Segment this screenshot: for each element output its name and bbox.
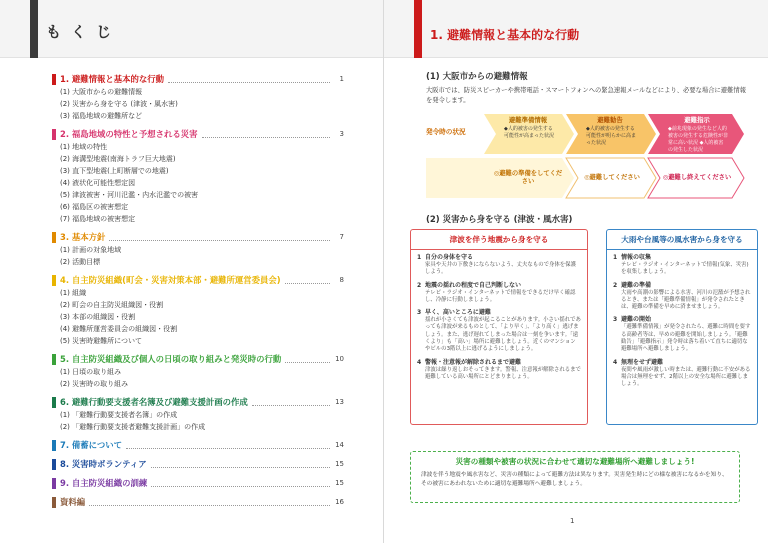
stage-1-body: ◆人的被害の発生する可能性が高まった状況 (504, 126, 555, 139)
tsunami-step (417, 282, 581, 305)
toc-subitem: (1) 日頃の取り組み (60, 368, 122, 376)
step-heading: 早く、高いところに避難 (425, 309, 491, 317)
toc-leader-dots (151, 461, 330, 468)
toc-section (52, 476, 344, 490)
toc-section-row[interactable] (52, 127, 344, 141)
toc-subitem: (2) 「避難行動要支援者避難支援計画」の作成 (60, 423, 206, 431)
flood-step (613, 254, 751, 277)
toc-section-title: 3. 基本方針 (60, 232, 106, 242)
toc-section-marker (52, 232, 56, 243)
toc-section (52, 352, 344, 390)
toc-section-row[interactable] (52, 495, 344, 509)
toc-page-number: 14 (335, 441, 344, 449)
step-content (621, 254, 751, 277)
toc-section (52, 273, 344, 347)
step-body: テレビ・ラジオ・インターネットで情報をできるだけ早く確認し、冷静に行動しましょう。 (425, 289, 576, 303)
step-heading: 情報の収集 (621, 254, 652, 261)
stage-1-action: ◎避難の準備をしてください (493, 170, 563, 185)
stage-3-body: ◆前兆現象の発生など人的被害の発生する危険性が非常に高い状況 ◆人的被害の発生した状況 (668, 126, 729, 153)
flood-box-title: 大雨や台風等の風水害から身を守る (607, 230, 757, 250)
toc-leader-dots (168, 76, 330, 83)
toc-leader-dots (285, 356, 330, 363)
toc-section-marker (52, 397, 56, 408)
toc-section-title: 4. 自主防災組織(町会・災害対策本部・避難所運営委員会) (60, 275, 281, 285)
toc-section (52, 230, 344, 268)
advice-box (410, 451, 740, 503)
heading-evacuation-info: (1) 大阪市からの避難情報 (426, 72, 528, 82)
toc-section-title: 6. 避難行動要支援者名簿及び避難支援計画の作成 (60, 397, 248, 407)
toc-subitem: (4) 避難所運営委員会の組織図・役割 (60, 325, 178, 333)
toc-section-row[interactable] (52, 352, 344, 366)
toc-section-title: 5. 自主防災組織及び個人の日頃の取り組みと発災時の行動 (60, 354, 282, 364)
stage-3-action: ◎避難し終えてください (662, 174, 732, 181)
toc-page-number: 3 (339, 130, 344, 138)
step-body: 家具や天井の下敷きにならないよう、丈夫なもので身体を保護しよう。 (425, 262, 576, 276)
toc-page-number: 8 (339, 276, 344, 284)
step-number: 4 (613, 358, 618, 366)
toc-section-row[interactable] (52, 457, 344, 471)
header-bar (30, 0, 38, 58)
step-number: 4 (417, 358, 422, 366)
toc-section-title: 9. 自主防災組織の訓練 (60, 478, 148, 488)
stage-2-head: 避難勧告 (597, 116, 623, 124)
flood-step (613, 282, 751, 312)
toc-leader-dots (89, 499, 330, 506)
toc-section-row[interactable] (52, 273, 344, 287)
step-content (425, 254, 581, 277)
toc-subitem: (4) 液状化可能性想定図 (60, 179, 136, 187)
flood-box (606, 229, 758, 425)
toc-section-marker (52, 74, 56, 85)
toc-section-title: 1. 避難情報と基本的な行動 (60, 74, 165, 84)
toc-subitem: (5) 津波被害・河川氾濫・内水氾濫での被害 (60, 191, 199, 199)
toc-page-number: 15 (335, 479, 344, 487)
toc-subitem: (3) 福島地域の避難所など (60, 112, 143, 120)
stage-2-body: ◆人的被害の発生する可能性が明らかに高まった状況 (586, 126, 637, 146)
flood-step (613, 316, 751, 353)
tsunami-box-title: 津波を伴う地震から身を守る (411, 230, 587, 250)
tsunami-step (417, 359, 581, 382)
step-body: 津波は繰り返しおそってきます。警報、注意報が解除されるまで避難している高い場所にとどまりましょう。 (425, 366, 581, 380)
toc-subitem: (1) 「避難行動要支援者名簿」の作成 (60, 411, 178, 419)
toc-section-row[interactable] (52, 72, 344, 86)
step-heading: 警報・注意報が解除されるまで避難 (425, 358, 522, 366)
tsunami-step (417, 309, 581, 353)
toc-subitem: (5) 災害時避難所について (60, 337, 143, 345)
toc-section (52, 127, 344, 225)
toc-subitem: (2) 活動目標 (60, 258, 101, 266)
toc-subitem: (2) 海溝型地震(南海トラフ巨大地震) (60, 155, 176, 163)
content-title: 1. 避難情報と基本的な行動 (430, 28, 580, 42)
step-number: 3 (613, 316, 618, 324)
step-content (425, 359, 581, 382)
heading-protect-yourself: (2) 災害から身を守る (津波・風水害) (426, 215, 573, 225)
stage-2-action: ◎避難してください (584, 174, 640, 181)
toc-section-title: 7. 備蓄について (60, 440, 123, 450)
step-number: 2 (417, 281, 422, 289)
toc-leader-dots (202, 131, 330, 138)
toc-section-title: 資料編 (60, 497, 86, 507)
toc-leader-dots (252, 399, 330, 406)
evacuation-flow (426, 112, 748, 202)
toc-section-marker (52, 129, 56, 140)
toc-subitem: (1) 計画の対象地域 (60, 246, 122, 254)
toc-title: もくじ (46, 23, 122, 41)
toc-section-row[interactable] (52, 395, 344, 409)
toc-subitem: (3) 直下型地震(上町断層での地震) (60, 167, 169, 175)
step-number: 2 (613, 281, 618, 289)
step-heading: 避難の開始 (621, 316, 652, 324)
step-content (425, 282, 581, 305)
toc-subitem: (2) 災害時の取り組み (60, 380, 129, 388)
toc-section-row[interactable] (52, 230, 344, 244)
header-mark (414, 0, 422, 58)
step-content (621, 359, 751, 389)
toc-section-row[interactable] (52, 476, 344, 490)
step-heading: 自分の身体を守る (425, 254, 474, 261)
toc-page-number: 1 (339, 75, 344, 83)
toc-section (52, 72, 344, 122)
step-heading: 地震の揺れの程度で自己判断しない (425, 281, 522, 289)
toc-section (52, 457, 344, 471)
toc-section-marker (52, 354, 56, 365)
advice-body: 津波を伴う地震や風水害など、災害の種類によって避難方法は異なります。災害発生時にどの様な被害になるかを知り、その被害にあわれないために適切な避難場所へ避難しましょう。 (421, 472, 728, 487)
step-content (621, 316, 751, 353)
toc-page-number: 15 (335, 460, 344, 468)
toc-subitem: (6) 福島区の被害想定 (60, 203, 129, 211)
step-number: 3 (417, 309, 422, 317)
toc-section-row[interactable] (52, 438, 344, 452)
step-content (425, 309, 581, 353)
toc-subitem: (1) 地域の特性 (60, 143, 108, 151)
toc-section (52, 438, 344, 452)
toc-subitem: (1) 大阪市からの避難情報 (60, 88, 143, 96)
evacuation-info-paragraph: 大阪市では、防災スピーカーや携帯電話・スマートフォンへの緊急速報メールなどにより、必要な場合に避難情報を発令します。 (426, 87, 747, 104)
step-body: 夜間や風雨が激しい時または、避難行動に不安がある場合は無理をせず、2階以上の安全な場所に避難しましょう。 (621, 366, 751, 388)
step-body: 揺れが小さくても津波が起こることがあります。小さい揺れであっても津波が来るものとして、「より早く」、「より高く」逃げましょう。また、逃げ遅れてしまった場合は一刻を争います。「遠くより」も「高い」場所に避難しましょう。近くのマンションやビルの3階以上に逃げるようにしましょう。 (425, 317, 581, 353)
toc-subitem: (1) 組織 (60, 289, 87, 297)
toc-section (52, 495, 344, 509)
toc-section-marker (52, 497, 56, 508)
toc-leader-dots (285, 277, 330, 284)
tsunami-box (410, 229, 588, 425)
toc-subitem: (2) 災害から身を守る (津波・風水害) (60, 100, 178, 108)
toc-leader-dots (109, 234, 330, 241)
toc-section-marker (52, 440, 56, 451)
toc-leader-dots (151, 480, 330, 487)
tsunami-steps (411, 250, 587, 381)
stage-1 (488, 112, 568, 152)
content-header (384, 0, 768, 58)
toc-subitem: (7) 福島地域の被害想定 (60, 215, 136, 223)
toc-section-marker (52, 275, 56, 286)
toc-subitem: (2) 町会の自主防災組織図・役割 (60, 301, 164, 309)
toc-header (0, 0, 383, 58)
stage-3 (652, 112, 742, 152)
step-number: 1 (613, 254, 618, 261)
toc-page-number: 7 (339, 233, 344, 241)
toc-section (52, 395, 344, 433)
step-body: テレビ・ラジオ・インターネットで情報(気象、災害)を収集しましょう。 (621, 262, 749, 276)
step-content (621, 282, 751, 312)
toc-section-title: 8. 災害時ボランティア (60, 459, 147, 469)
step-body: 大雨や高潮の影響による水害、河川の氾濫が予想されるとき、または「避難準備情報」が発令されたときは、避難の準備を早めに済ませましょう。 (621, 289, 751, 311)
flood-step (613, 359, 751, 389)
step-number: 1 (417, 254, 422, 261)
flood-steps (607, 250, 757, 389)
stage-2 (570, 112, 650, 152)
tsunami-step (417, 254, 581, 277)
toc-page-number: 13 (335, 398, 344, 406)
step-body: 「避難準備情報」が発令されたら、避難に時間を要する高齢者等は、早めの避難を開始しましょう。「避難勧告」「避難指示」発令時は落ち着いて直ちに適切な避難場所へ避難しましょう。 (621, 324, 751, 353)
toc-page-number: 10 (335, 355, 344, 363)
toc-section-marker (52, 459, 56, 470)
flow-label-situation: 発令時の状況 (426, 128, 466, 136)
advice-heading: 災害の種類や被害の状況に合わせて適切な避難場所へ避難しましょう! (455, 457, 695, 466)
step-heading: 避難の準備 (621, 281, 652, 289)
stage-3-head: 避難指示 (684, 116, 710, 124)
page-number: 1 (570, 517, 575, 525)
stage-1-head: 避難準備情報 (508, 116, 548, 124)
toc-list (52, 72, 344, 514)
toc-page-number: 16 (335, 498, 344, 506)
toc-leader-dots (126, 442, 330, 449)
toc-section-marker (52, 478, 56, 489)
toc-section-title: 2. 福島地域の特性と予想される災害 (60, 129, 198, 139)
toc-subitem: (3) 本部の組織図・役割 (60, 313, 136, 321)
step-heading: 無理をせず避難 (621, 358, 664, 366)
